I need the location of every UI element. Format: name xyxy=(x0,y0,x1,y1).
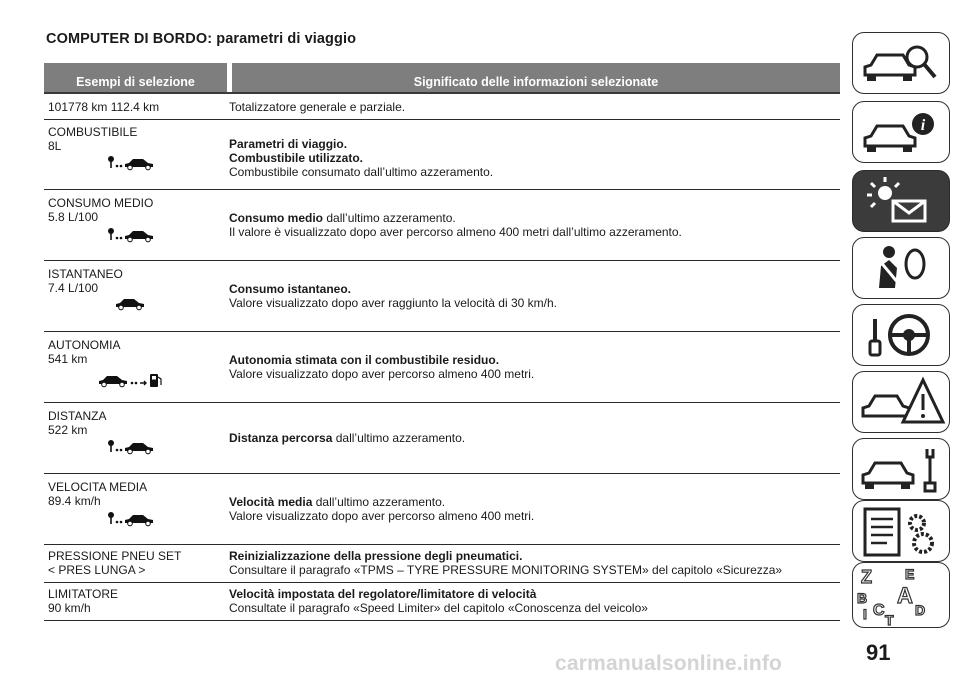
table-row xyxy=(44,119,840,190)
description-text: Valore visualizzato dopo aver percorso almeno 400 metri. xyxy=(229,509,535,523)
svg-text:i: i xyxy=(920,117,926,134)
warning-light-message-icon xyxy=(853,171,951,233)
row-description xyxy=(229,549,837,577)
index-letter: A xyxy=(897,583,913,608)
table-row xyxy=(44,260,840,332)
steering-key-icon xyxy=(853,305,951,367)
row-example xyxy=(48,549,224,577)
seat-belt-airbag-icon xyxy=(853,238,951,300)
page-number: 91 xyxy=(866,640,891,665)
row-example xyxy=(48,196,224,224)
index-letter: T xyxy=(885,612,894,628)
example-label: LIMITATORE xyxy=(48,587,119,601)
row-description: Totalizzatore generale e parziale. xyxy=(229,100,406,114)
tab-technical-data[interactable] xyxy=(852,500,950,562)
row-description xyxy=(229,137,837,179)
row-example xyxy=(48,338,224,366)
row-example: 101778 km 112.4 km xyxy=(48,100,160,114)
example-value: 90 km/h xyxy=(48,601,91,615)
page-title: COMPUTER DI BORDO: parametri di viaggio xyxy=(46,31,357,47)
row-example xyxy=(48,267,224,295)
row-example xyxy=(48,480,224,508)
tab-index[interactable] xyxy=(852,562,950,628)
description-text: Consultare il paragrafo «TPMS – TYRE PRESSURE MONITORING SYSTEM» del capitolo «Sicurezza» xyxy=(229,563,783,577)
example-label: VELOCITA MEDIA xyxy=(48,480,148,494)
tab-emergency[interactable] xyxy=(852,371,950,433)
example-value: 7.4 L/100 xyxy=(48,281,99,295)
description-text: Valore visualizzato dopo aver percorso almeno 400 metri. xyxy=(229,367,535,381)
row-description xyxy=(229,282,837,310)
example-value: 522 km xyxy=(48,423,88,437)
index-letter: E xyxy=(905,566,915,582)
example-label: COMBUSTIBILE xyxy=(48,125,138,139)
example-value: < PRES LUNGA > xyxy=(48,563,146,577)
car-info-icon xyxy=(853,102,951,164)
description-heading: Distanza percorsa xyxy=(229,431,333,445)
specs-gear-icon xyxy=(853,501,951,563)
description-text: Combustibile consumato dall’ultimo azzeramento. xyxy=(229,165,494,179)
description-heading: Consumo medio xyxy=(229,211,324,225)
index-letters-icon xyxy=(853,563,951,629)
tab-starting-driving[interactable] xyxy=(852,304,950,366)
description-heading: Velocità media xyxy=(229,495,313,509)
tab-car-info[interactable] xyxy=(852,101,950,163)
key-car-icon xyxy=(107,439,155,455)
description-heading: Velocità impostata del regolatore/limitatore di velocità xyxy=(229,587,537,601)
table-row xyxy=(44,331,840,403)
column-header-meaning: Significato delle informazioni selezionate xyxy=(413,75,659,89)
index-letter: B xyxy=(857,590,868,606)
car-icon xyxy=(115,297,147,311)
row-description xyxy=(229,495,837,523)
tab-warning-lights[interactable] xyxy=(852,170,950,232)
description-inline: dall’ultimo azzeramento. xyxy=(326,211,456,225)
table-row xyxy=(44,473,840,545)
column-header-examples: Esempi di selezione xyxy=(76,75,195,89)
row-description xyxy=(229,353,837,381)
table-row xyxy=(44,582,840,621)
tab-maintenance[interactable] xyxy=(852,438,950,500)
watermark: carmanualsonline.info xyxy=(555,652,783,675)
row-example xyxy=(48,409,224,437)
tab-car-search[interactable] xyxy=(852,32,950,94)
key-car-icon xyxy=(107,155,155,171)
row-description xyxy=(229,431,837,445)
description-text: Consultate il paragrafo «Speed Limiter» del capitolo «Conoscenza del veicolo» xyxy=(229,601,648,615)
table-row xyxy=(44,97,840,120)
row-description xyxy=(229,587,837,615)
table-row xyxy=(44,402,840,474)
index-letter: I xyxy=(863,606,867,622)
example-label: DISTANZA xyxy=(48,409,107,423)
tab-safety[interactable] xyxy=(852,237,950,299)
index-letter: C xyxy=(873,602,885,619)
car-wrench-icon xyxy=(853,439,951,501)
key-car-icon xyxy=(107,227,155,243)
description-text: Il valore è visualizzato dopo aver percorso almeno 400 metri dall’ultimo azzeramento. xyxy=(229,225,682,239)
row-example xyxy=(48,125,224,153)
car-search-icon xyxy=(853,33,951,95)
example-label: CONSUMO MEDIO xyxy=(48,196,154,210)
table-row xyxy=(44,544,840,583)
description-inline: dall’ultimo azzeramento. xyxy=(315,495,446,509)
table-row xyxy=(44,189,840,261)
example-value: 89.4 km/h xyxy=(48,494,101,508)
description-inline: dall’ultimo azzeramento. xyxy=(335,431,466,445)
row-example xyxy=(48,587,224,615)
example-value: 8L xyxy=(48,139,62,153)
car-accident-warning-icon xyxy=(853,372,951,434)
table-header xyxy=(44,63,840,94)
example-label: ISTANTANEO xyxy=(48,267,123,281)
car-to-fuel-icon xyxy=(98,371,164,389)
example-value: 5.8 L/100 xyxy=(48,210,99,224)
description-heading: Autonomia stimata con il combustibile residuo. xyxy=(229,353,500,367)
description-heading: Consumo istantaneo. xyxy=(229,282,352,296)
key-car-icon xyxy=(107,511,155,527)
description-heading: Reinizializzazione della pressione degli pneumatici. xyxy=(229,549,523,563)
row-description xyxy=(229,211,837,239)
description-subheading: Combustibile utilizzato. xyxy=(229,151,363,165)
description-text: Valore visualizzato dopo aver raggiunto la velocità di 30 km/h. xyxy=(229,296,557,310)
index-letter: Z xyxy=(861,567,872,587)
description-heading: Parametri di viaggio. xyxy=(229,137,348,151)
example-value: 541 km xyxy=(48,352,88,366)
example-label: AUTONOMIA xyxy=(48,338,121,352)
index-letter: D xyxy=(915,602,926,618)
example-label: PRESSIONE PNEU SET xyxy=(48,549,182,563)
